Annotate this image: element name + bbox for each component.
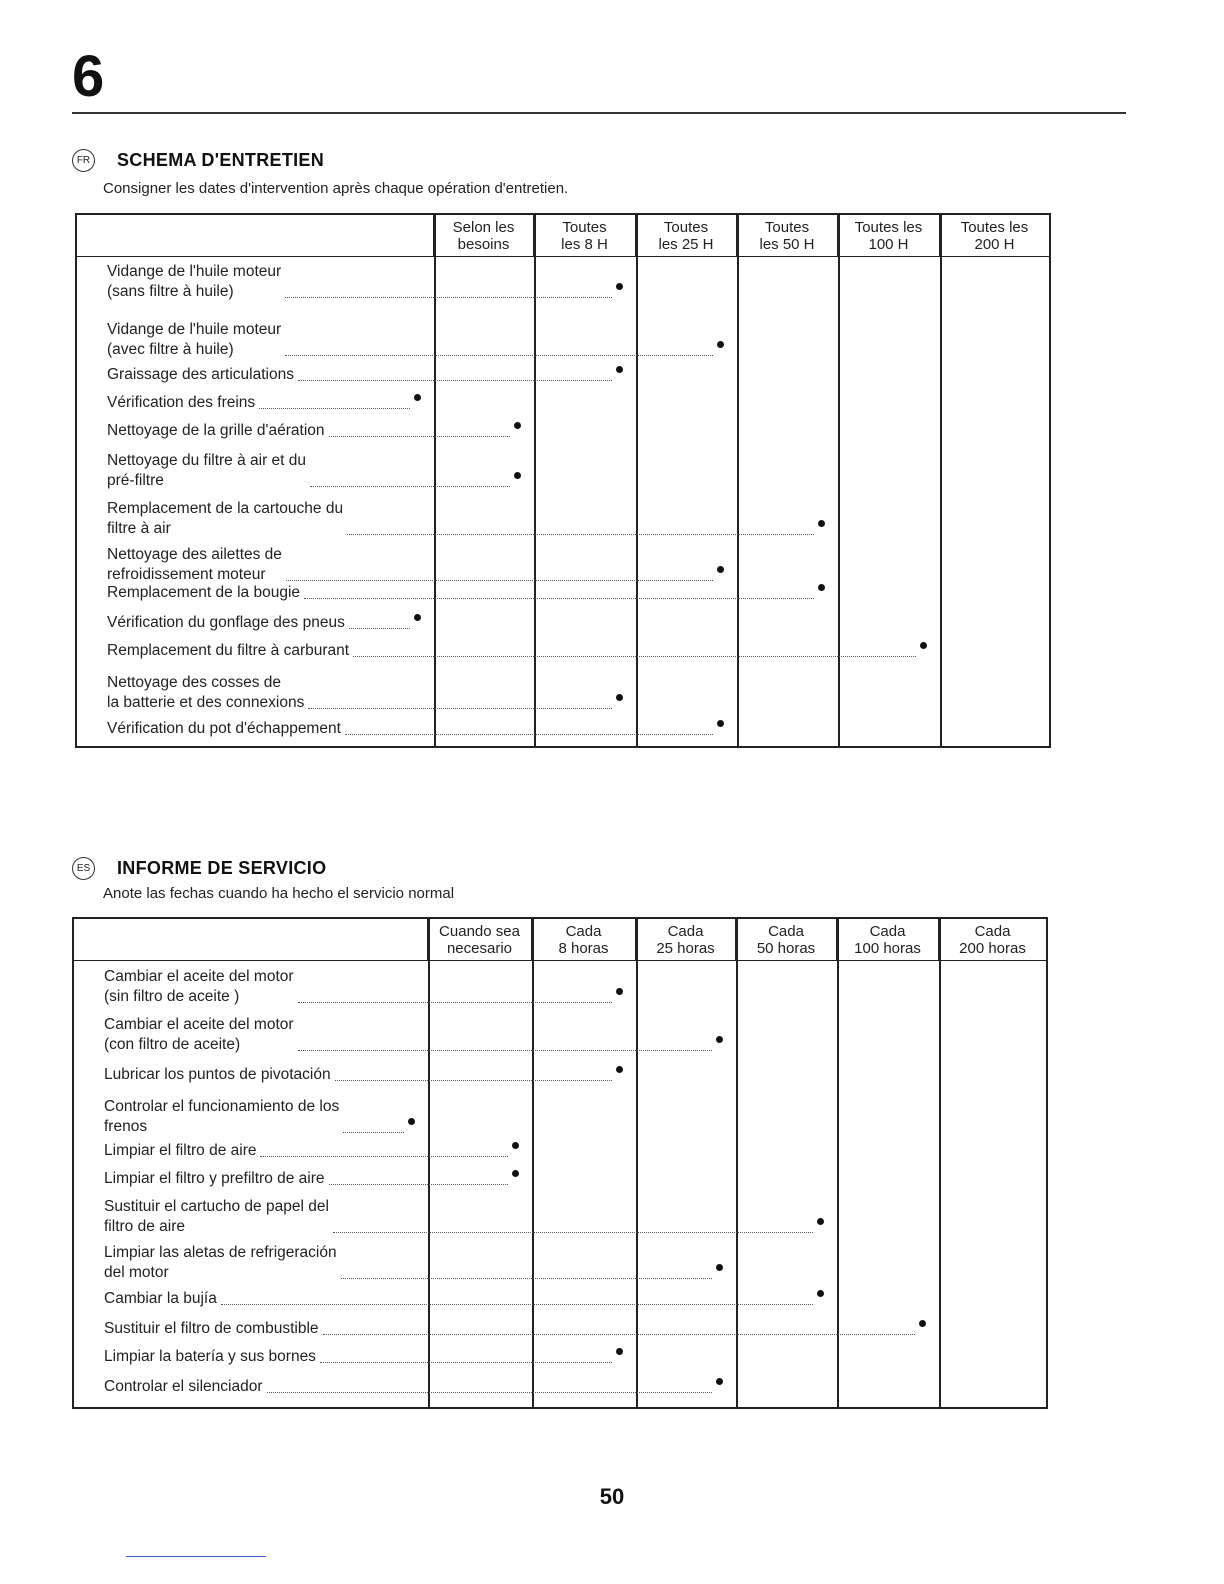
interval-marker [716, 1036, 723, 1043]
column-header-line: les 8 H [561, 236, 608, 253]
column-header-line: les 50 H [759, 236, 815, 253]
section-subtitle-fr: Consigner les dates d'intervention après chaque opération d'entretien. [103, 180, 569, 197]
task-label-line: Lubricar los puntos de pivotación [104, 1066, 331, 1083]
interval-marker [414, 614, 421, 621]
task-label [104, 1377, 263, 1397]
task-label-line: Remplacement de la cartouche du [107, 500, 344, 517]
column-header-line: necesario [446, 940, 513, 957]
dot-leader [285, 297, 612, 298]
task-label-line: la batterie et des connexions [107, 694, 305, 711]
interval-marker [512, 1170, 519, 1177]
task-label [107, 421, 325, 441]
column-divider [737, 215, 739, 746]
task-label-line: Cambiar el aceite del motor [104, 968, 294, 985]
task-label [107, 393, 255, 413]
task-label-line: Vidange de l'huile moteur [107, 263, 282, 280]
column-header-line: Toutes [663, 219, 709, 236]
task-label-line: Cambiar el aceite del motor [104, 1016, 294, 1033]
task-label [107, 320, 281, 360]
dot-leader [260, 1156, 508, 1157]
task-label-line: Remplacement du filtre à carburant [107, 642, 350, 659]
column-header-line: Cuando sea [439, 923, 520, 940]
task-label [104, 1097, 339, 1137]
dot-leader [298, 1050, 712, 1051]
interval-marker [408, 1118, 415, 1125]
task-label-line: Sustituir el cartucho de papel del [104, 1198, 329, 1215]
dot-leader [286, 580, 713, 581]
interval-marker [616, 694, 623, 701]
dot-leader [298, 380, 612, 381]
column-divider [939, 919, 941, 1407]
interval-marker [716, 1264, 723, 1271]
column-header [939, 919, 1046, 961]
column-header-line: Cada [667, 923, 704, 940]
task-label-line: Limpiar el filtro de aire [104, 1142, 257, 1159]
dot-leader [335, 1080, 612, 1081]
task-label [107, 583, 300, 603]
dot-leader [304, 598, 814, 599]
column-header [838, 215, 940, 257]
task-label [107, 262, 281, 302]
column-header-line: 25 horas [656, 940, 715, 957]
task-label-line: Vidange de l'huile moteur [107, 321, 282, 338]
header-rule [72, 112, 1126, 114]
interval-marker [818, 584, 825, 591]
column-header [737, 215, 838, 257]
task-label [107, 641, 349, 661]
task-label [107, 499, 343, 539]
task-label-line: Limpiar las aletas de refrigeración [104, 1244, 337, 1261]
interval-marker [817, 1218, 824, 1225]
column-header-line: 8 horas [558, 940, 609, 957]
dot-leader [329, 1184, 508, 1185]
maintenance-schedule-table-es [72, 917, 1048, 1409]
task-label-line: filtre à air [107, 520, 171, 537]
column-header-line: Toutes [562, 219, 607, 236]
column-header [434, 215, 534, 257]
interval-marker [512, 1142, 519, 1149]
column-header-line: besoins [457, 236, 510, 253]
section-title-fr: SCHEMA D'ENTRETIEN [117, 150, 325, 170]
lang-badge-fr: FR [72, 149, 95, 172]
task-label-line: Nettoyage de la grille d'aération [107, 422, 325, 439]
interval-marker [920, 642, 927, 649]
page-number: 50 [599, 1484, 625, 1509]
interval-marker [717, 566, 724, 573]
column-header-line: Cada [565, 923, 602, 940]
dot-leader [308, 708, 612, 709]
task-label [107, 613, 345, 633]
interval-marker [616, 1348, 623, 1355]
section-heading-fr [72, 149, 324, 172]
interval-marker [717, 341, 724, 348]
header-blank-cell [77, 215, 434, 257]
task-label [107, 673, 304, 713]
dot-leader [333, 1232, 813, 1233]
dot-leader [320, 1362, 612, 1363]
column-header-line: Cada [869, 923, 906, 940]
dot-leader [267, 1392, 712, 1393]
column-header [736, 919, 837, 961]
dot-leader [329, 436, 510, 437]
task-label [107, 365, 294, 385]
task-label [104, 1065, 331, 1085]
column-header-line: Toutes les [854, 219, 923, 236]
lang-badge-es: ES [72, 857, 95, 880]
interval-marker [514, 422, 521, 429]
task-label [104, 1015, 294, 1055]
task-label-line: Nettoyage du filtre à air et du [107, 452, 307, 469]
interval-marker [514, 472, 521, 479]
task-label [107, 451, 306, 491]
column-header-line: Toutes les [960, 219, 1029, 236]
interval-marker [817, 1290, 824, 1297]
header-blank-cell [74, 919, 428, 961]
dot-leader [343, 1132, 404, 1133]
task-label [107, 719, 341, 739]
task-label-line: (sans filtre à huile) [107, 283, 234, 300]
task-label-line: Cambiar la bujía [104, 1290, 217, 1307]
chapter-number: 6 [72, 44, 105, 109]
task-label-line: Vérification du gonflage des pneus [107, 614, 345, 631]
interval-marker [616, 1066, 623, 1073]
column-header-line: Cada [974, 923, 1011, 940]
task-label-line: Nettoyage des cosses de [107, 674, 282, 691]
section-subtitle-es: Anote las fechas cuando ha hecho el servicio normal [103, 885, 455, 902]
column-divider [434, 215, 436, 746]
dot-leader [259, 408, 410, 409]
column-header [636, 215, 737, 257]
column-header-line: Cada [768, 923, 804, 940]
task-label-line: filtro de aire [104, 1218, 185, 1235]
task-label-line: Vérification des freins [107, 394, 256, 411]
task-label-line: Controlar el silenciador [104, 1378, 263, 1395]
task-label-line: Limpiar la batería y sus bornes [104, 1348, 316, 1365]
column-header [837, 919, 939, 961]
dot-leader [323, 1334, 915, 1335]
task-label-line: refroidissement moteur [107, 566, 266, 583]
maintenance-schedule-table-fr [75, 213, 1051, 748]
task-label [104, 967, 294, 1007]
column-header [428, 919, 532, 961]
dot-leader [349, 628, 410, 629]
column-header-line: 200 H [974, 236, 1015, 253]
task-label [104, 1141, 256, 1161]
column-divider [838, 215, 840, 746]
column-header-line: Selon les [452, 219, 515, 236]
task-label-line: Vérification du pot d'échappement [107, 720, 341, 737]
footer-line [126, 1556, 266, 1557]
column-header [940, 215, 1049, 257]
task-label [104, 1289, 217, 1309]
task-label-line: (sin filtro de aceite ) [104, 988, 240, 1005]
interval-marker [616, 283, 623, 290]
dot-leader [353, 656, 916, 657]
task-label-line: frenos [104, 1118, 148, 1135]
column-header-line: 100 H [868, 236, 909, 253]
task-label [107, 545, 282, 585]
column-header-line: Toutes [764, 219, 810, 236]
column-header [636, 919, 736, 961]
task-label-line: Controlar el funcionamiento de los [104, 1098, 340, 1115]
task-label-line: (con filtro de aceite) [104, 1036, 241, 1053]
dot-leader [347, 534, 814, 535]
task-label-line: del motor [104, 1264, 169, 1281]
interval-marker [616, 988, 623, 995]
task-label-line: pré-filtre [107, 472, 164, 489]
dot-leader [298, 1002, 612, 1003]
dot-leader [341, 1278, 712, 1279]
dot-leader [310, 486, 510, 487]
interval-marker [414, 394, 421, 401]
column-header-line: les 25 H [658, 236, 714, 253]
dot-leader [345, 734, 713, 735]
interval-marker [616, 366, 623, 373]
column-divider [636, 215, 638, 746]
task-label [104, 1319, 319, 1339]
task-label-line: Limpiar el filtro y prefiltro de aire [104, 1170, 325, 1187]
column-divider [534, 215, 536, 746]
interval-marker [716, 1378, 723, 1385]
interval-marker [919, 1320, 926, 1327]
task-label-line: Graissage des articulations [107, 366, 294, 383]
task-label-line: Remplacement de la bougie [107, 584, 301, 601]
task-label [104, 1169, 325, 1189]
column-header-line: 50 horas [756, 940, 816, 957]
column-divider [940, 215, 942, 746]
column-header [534, 215, 636, 257]
task-label-line: Nettoyage des ailettes de [107, 546, 282, 563]
section-heading-es [72, 857, 326, 880]
section-title-es: INFORME DE SERVICIO [117, 858, 327, 878]
dot-leader [221, 1304, 813, 1305]
dot-leader [285, 355, 713, 356]
task-label [104, 1243, 337, 1283]
task-label [104, 1347, 316, 1367]
column-header-line: 100 horas [854, 940, 921, 957]
task-label-line: Sustituir el filtro de combustible [104, 1320, 319, 1337]
column-header-line: 200 horas [959, 940, 1026, 957]
task-label-line: (avec filtre à huile) [107, 341, 234, 358]
column-header [532, 919, 636, 961]
interval-marker [717, 720, 724, 727]
task-label [104, 1197, 329, 1237]
interval-marker [818, 520, 825, 527]
